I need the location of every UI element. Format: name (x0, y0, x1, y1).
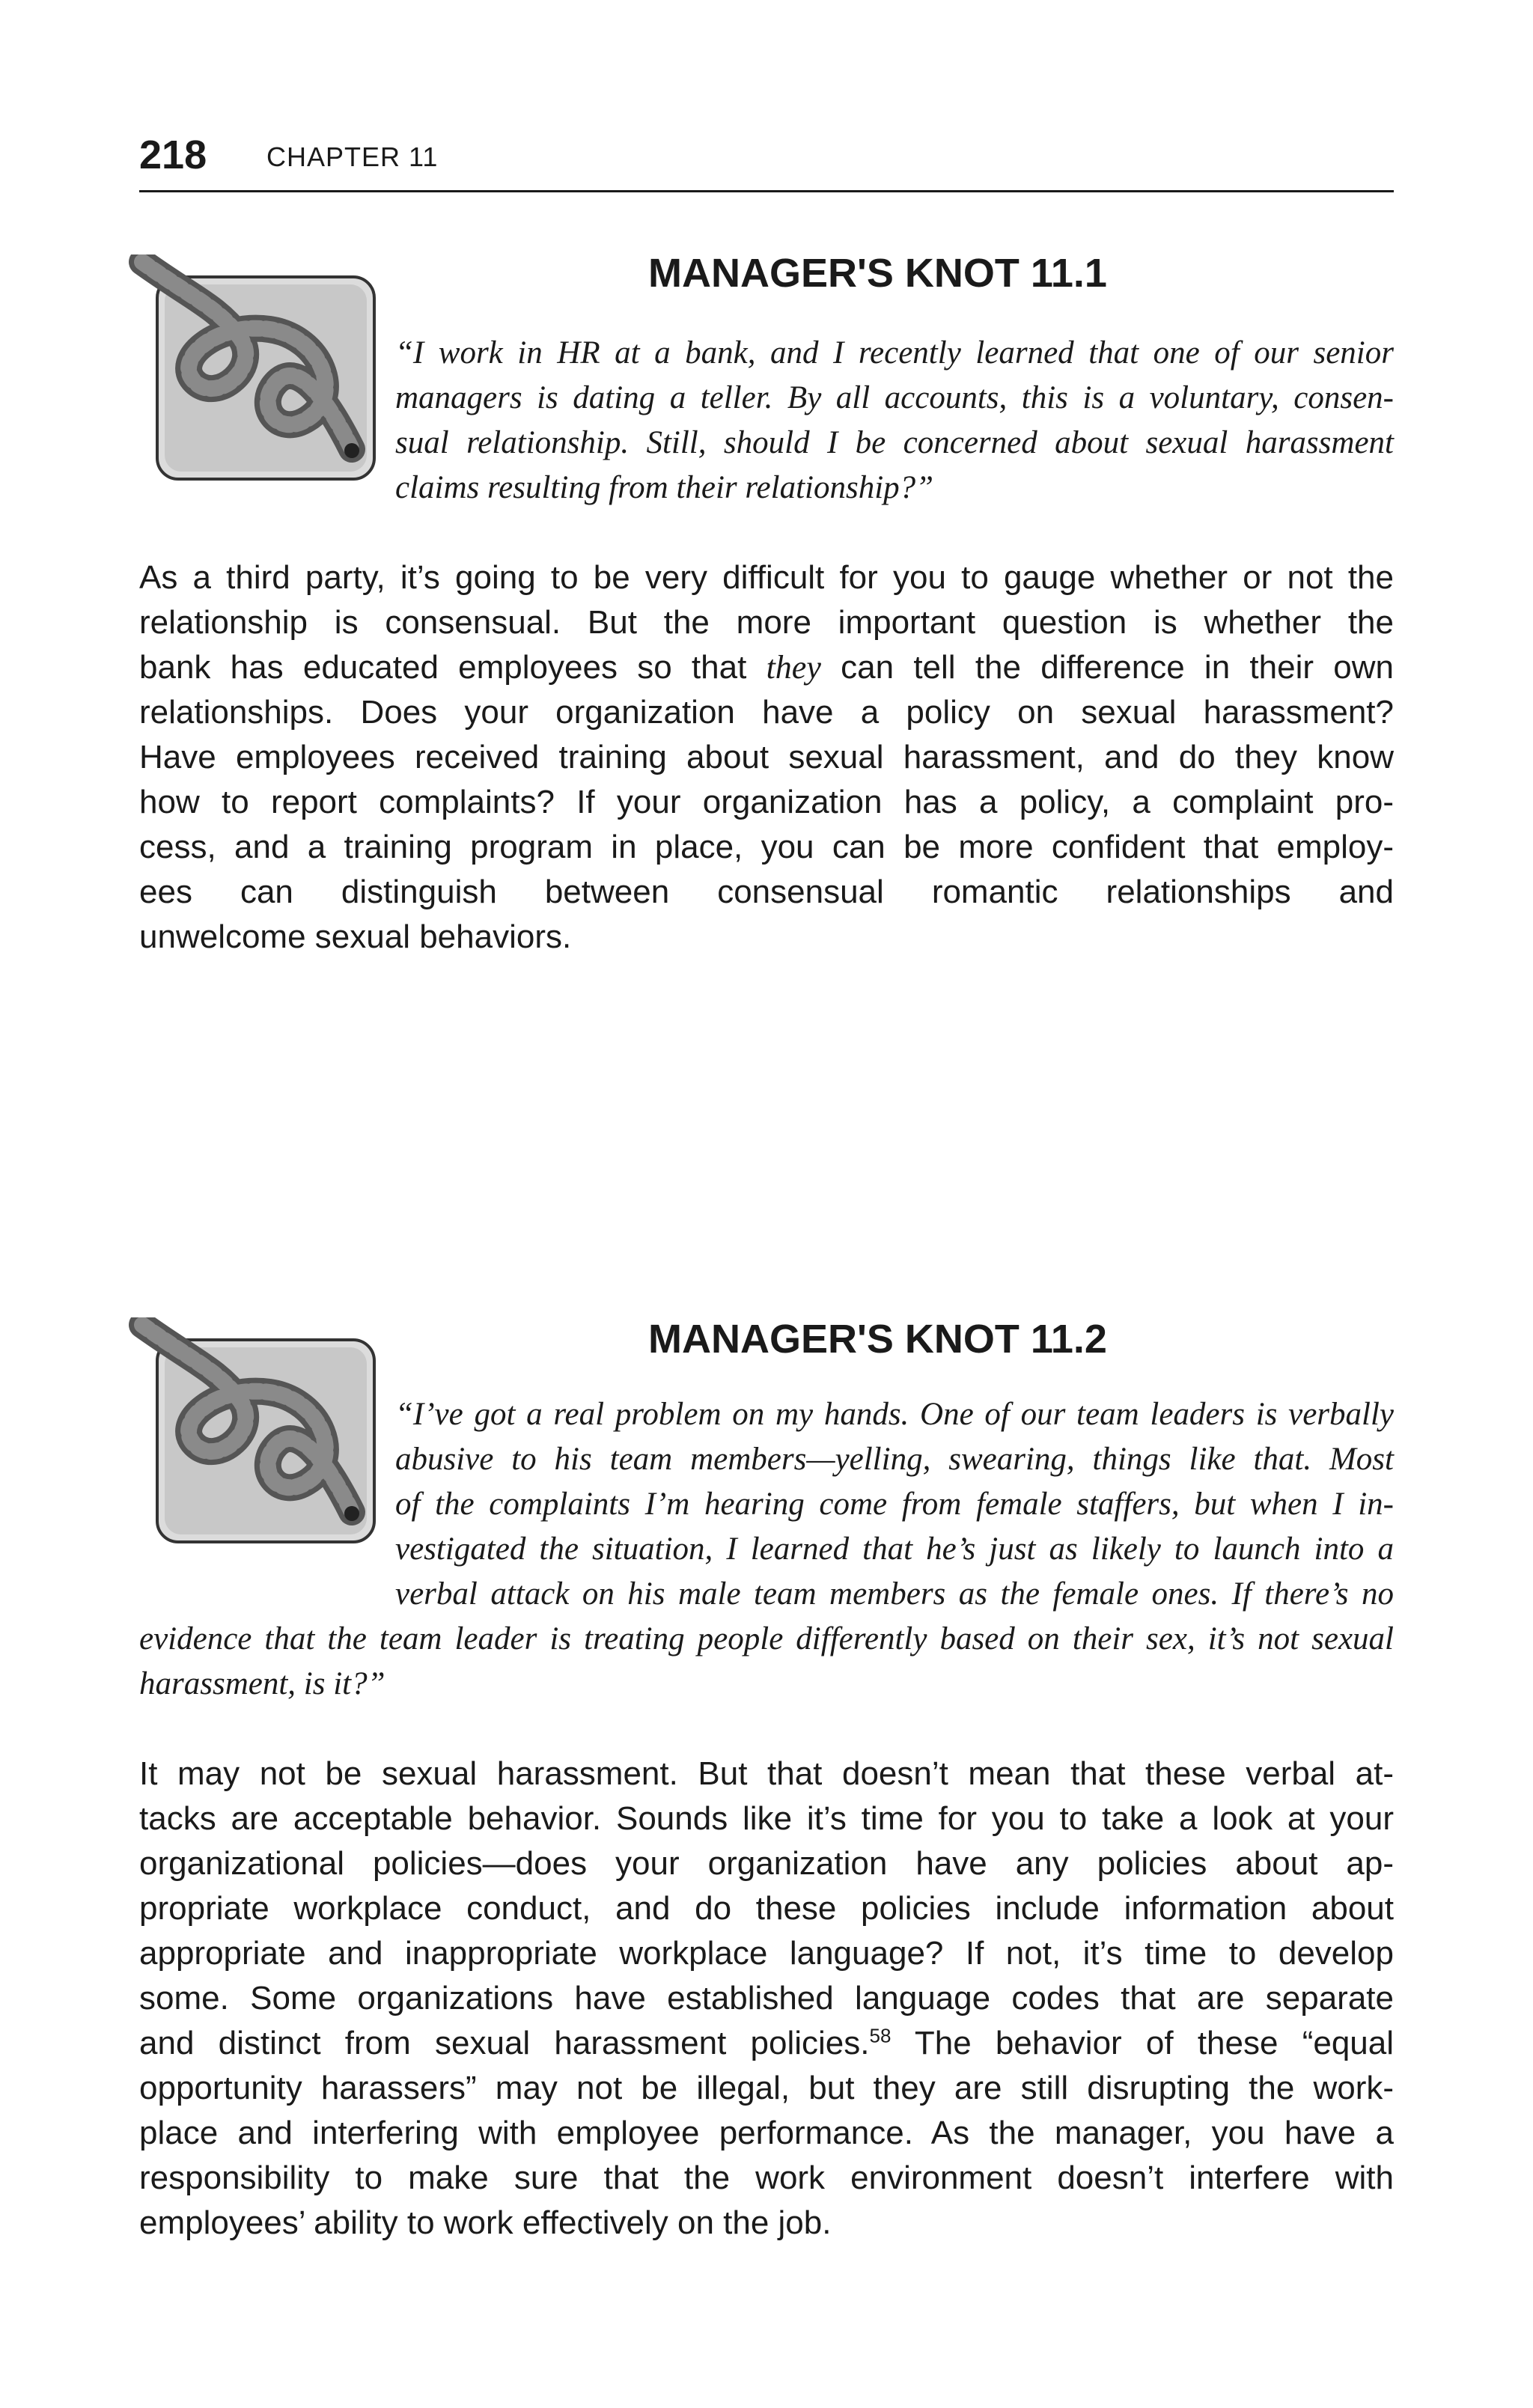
emphasis: they (766, 649, 821, 686)
quote-line: vestigated the situation, I learned that he’s just as likely to launch into a (395, 1531, 1394, 1567)
knot-quote (395, 331, 1394, 510)
knot-quote-continued (139, 1617, 1394, 1707)
running-header (139, 132, 1394, 192)
quote-line: claims resulting from their relationship?” (395, 470, 934, 505)
quote-line: evidence that the team leader is treating people differently based on their sex, it’s not sexual (139, 1621, 1394, 1656)
text-line: ees can distinguish between consensual romantic relationships and (139, 874, 1394, 910)
chapter-label: CHAPTER 11 (266, 141, 439, 172)
quote-line: harassment, is it?” (139, 1666, 385, 1701)
text-line: how to report complaints? If your organization has a policy, a complaint pro- (139, 784, 1394, 820)
page-number: 218 (139, 132, 207, 177)
text-line: unwelcome sexual behaviors. (139, 918, 572, 955)
text-line: some. Some organizations have established language codes that are separate (139, 1980, 1394, 2017)
footnote-ref[interactable]: 58 (869, 2024, 892, 2047)
text-line: cess, and a training program in place, you can be more confident that employ- (139, 829, 1394, 865)
knot-quote (395, 1392, 1394, 1617)
quote-line: abusive to his team members—yelling, swearing, things like that. Most (395, 1442, 1394, 1477)
quote-line: verbal attack on his male team members as the female ones. If there’s no (395, 1576, 1394, 1612)
text-line: place and interfering with employee performance. As the manager, you have a (139, 2115, 1394, 2151)
knot-title: MANAGER'S KNOT 11.1 (648, 251, 1107, 296)
text-line: Have employees received training about sexual harassment, and do they know (139, 739, 1394, 775)
text-line: It may not be sexual harassment. But that doesn’t mean that these verbal at- (139, 1755, 1394, 1792)
quote-line: of the complaints I’m hearing come from female staffers, but when I in- (395, 1487, 1394, 1522)
quote-line: managers is dating a teller. By all accounts, this is a voluntary, consen- (395, 380, 1394, 415)
text-line: appropriate and inappropriate workplace language? If not, it’s time to develop (139, 1935, 1394, 1972)
rope-knot-icon (127, 254, 382, 487)
quote-line: “I’ve got a real problem on my hands. One of our team leaders is verbally (395, 1397, 1394, 1432)
text-line: tacks are acceptable behavior. Sounds like it’s time for you to take a look at your (139, 1800, 1394, 1837)
text-line: opportunity harassers” may not be illegal, but they are still disrupting the work- (139, 2070, 1394, 2106)
text-line: responsibility to make sure that the work environment doesn’t interfere with (139, 2159, 1394, 2196)
text-line: organizational policies—does your organization have any policies about ap- (139, 1845, 1394, 1882)
quote-line: sual relationship. Still, should I be concerned about sexual harassment (395, 425, 1394, 460)
text-line: bank has educated employees so that they can tell the difference in their own (139, 649, 1394, 686)
answer-paragraph (139, 1752, 1394, 2246)
text-line: and distinct from sexual harassment policies.$^{58}$ The behavior of these “equal (139, 2024, 1395, 2061)
rope-knot-icon (127, 1317, 382, 1549)
quote-line: “I work in HR at a bank, and I recently learned that one of our senior (395, 335, 1394, 371)
answer-paragraph (139, 555, 1394, 960)
header-rule (139, 190, 1394, 192)
text-line: propriate workplace conduct, and do these policies include information about (139, 1890, 1394, 1927)
text-line: As a third party, it’s going to be very difficult for you to gauge whether or not the (139, 559, 1394, 596)
text-line: employees’ ability to work effectively on the job. (139, 2204, 832, 2241)
text-line: relationships. Does your organization have a policy on sexual harassment? (139, 694, 1394, 731)
knot-title: MANAGER'S KNOT 11.2 (648, 1317, 1107, 1362)
text-line: relationship is consensual. But the more important question is whether the (139, 604, 1394, 641)
